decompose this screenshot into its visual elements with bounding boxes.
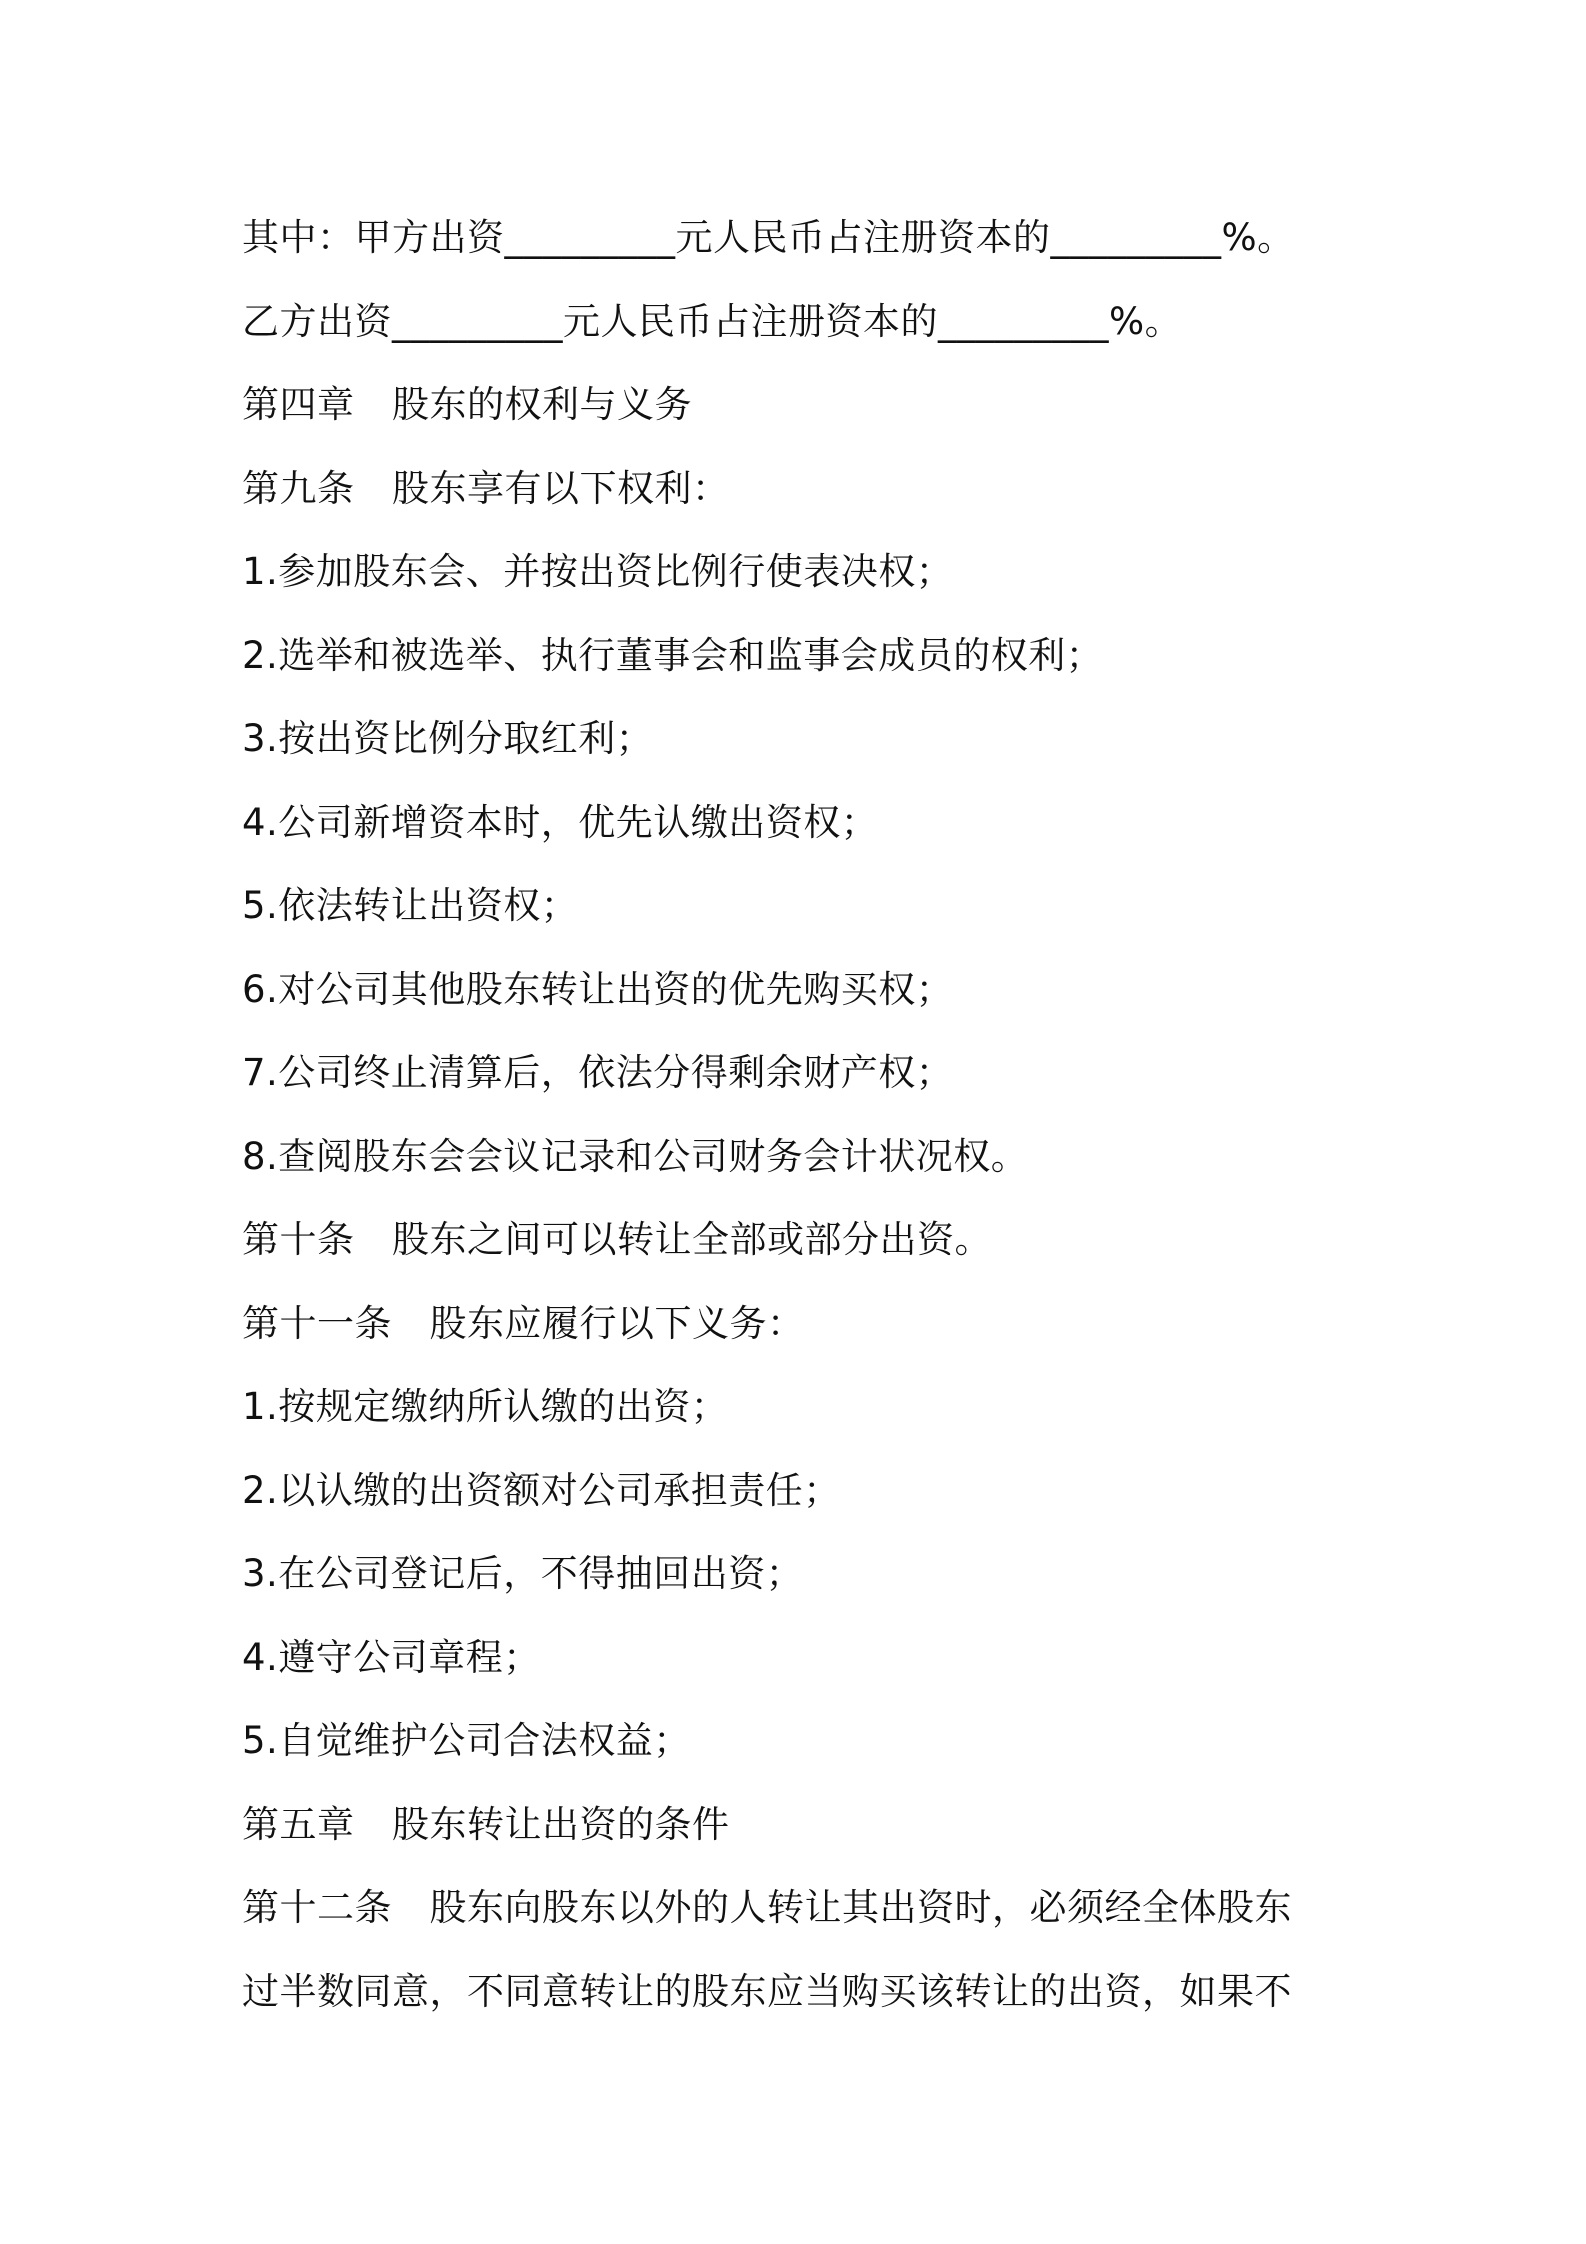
list-item: 2.以认缴的出资额对公司承担责任； xyxy=(242,1468,841,1512)
list-item: 3.按出资比例分取红利； xyxy=(242,717,654,760)
list-item: 1.参加股东会、并按出资比例行使表决权； xyxy=(242,550,954,593)
chapter-heading: 第五章 股东转让出资的条件 xyxy=(242,1802,730,1846)
list-item: 5.自觉维护公司合法权益； xyxy=(242,1719,691,1762)
document-body xyxy=(242,196,1402,2033)
article-paragraph-line: 过半数同意，不同意转让的股东应当购买该转让的出资，如果不 xyxy=(242,1969,1292,2013)
list-item: 6.对公司其他股东转让出资的优先购买权； xyxy=(242,967,954,1011)
chapter-heading: 第四章 股东的权利与义务 xyxy=(242,383,692,426)
article-paragraph-line: 第十二条 股东向股东以外的人转让其出资时，必须经全体股东 xyxy=(242,1886,1292,1929)
list-item: 3.在公司登记后，不得抽回出资； xyxy=(242,1552,804,1595)
list-item: 1.按规定缴纳所认缴的出资； xyxy=(242,1385,729,1428)
list-item: 2.选举和被选举、执行董事会和监事会成员的权利； xyxy=(242,633,1104,677)
list-item: 4.公司新增资本时，优先认缴出资权； xyxy=(242,800,879,844)
list-item: 5.依法转让出资权； xyxy=(242,884,579,927)
capital-line-party-b: 乙方出资_________元人民币占注册资本的_________%。 xyxy=(242,299,1183,343)
list-item: 7.公司终止清算后，依法分得剩余财产权； xyxy=(242,1051,954,1094)
list-item: 8.查阅股东会会议记录和公司财务会计状况权。 xyxy=(242,1134,1029,1178)
article-heading: 第十条 股东之间可以转让全部或部分出资。 xyxy=(242,1218,992,1261)
capital-line-party-a: 其中：甲方出资_________元人民币占注册资本的_________%。 xyxy=(242,216,1295,259)
list-item: 4.遵守公司章程； xyxy=(242,1635,541,1679)
article-heading: 第九条 股东享有以下权利： xyxy=(242,466,730,510)
article-heading: 第十一条 股东应履行以下义务： xyxy=(242,1301,805,1345)
